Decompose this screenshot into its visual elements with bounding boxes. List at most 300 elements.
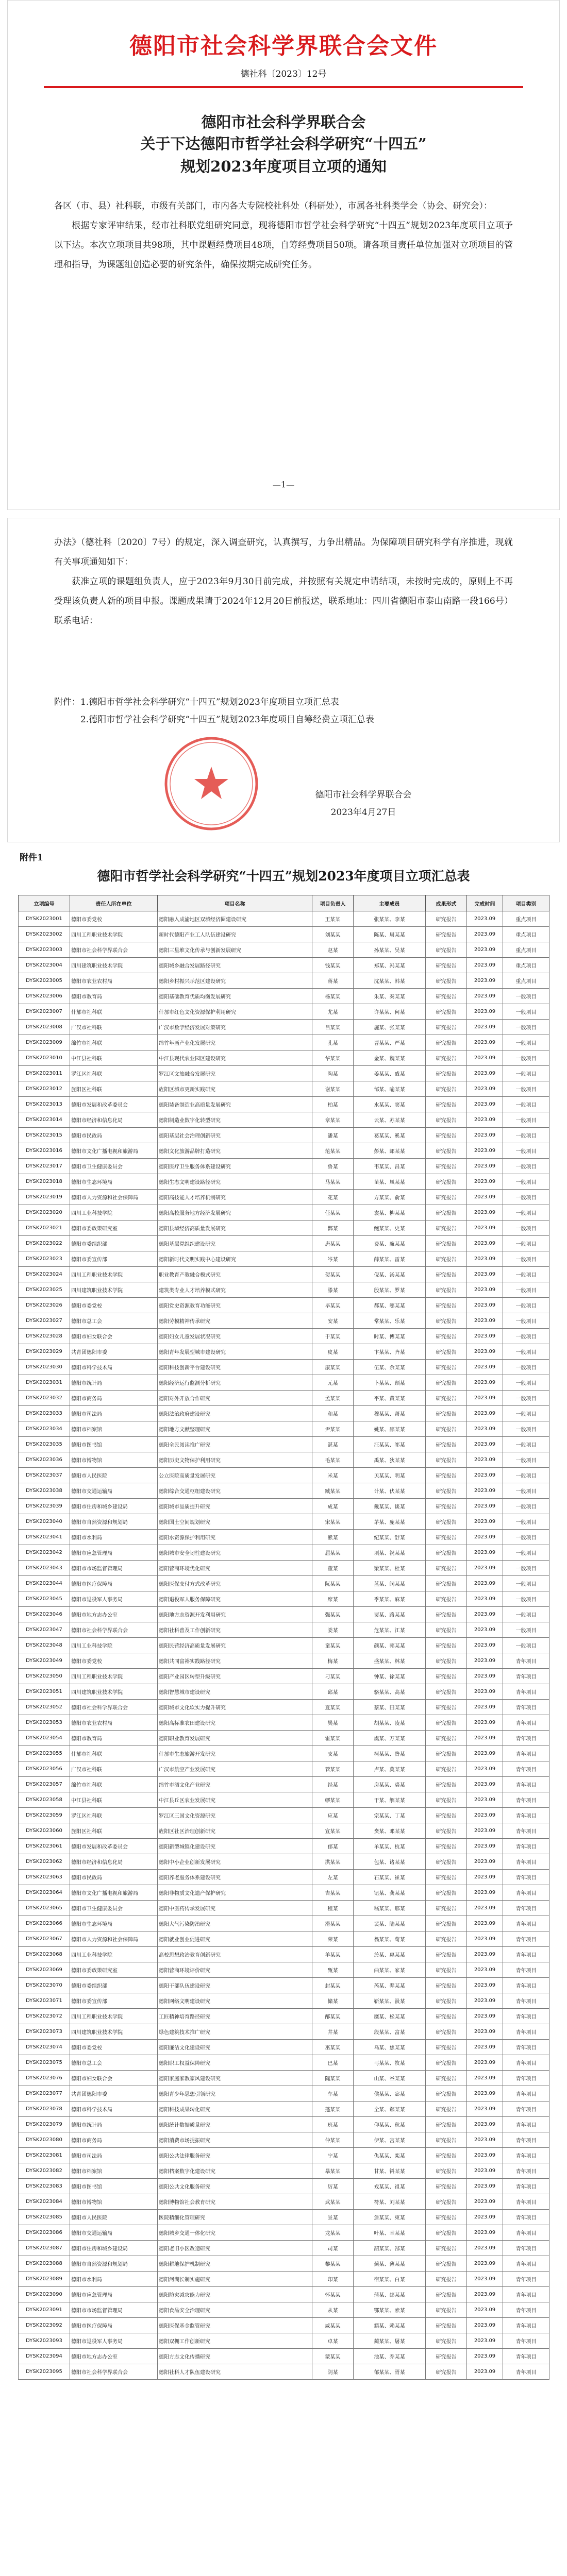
table-cell: 德阳生态文明建设路径研究 [158,1174,312,1190]
table-cell: 阮某某 [312,1576,354,1591]
table-cell: 怀某某 [312,2287,354,2302]
table-cell: DYSK2023083 [19,2179,70,2194]
table-cell: 青年项目 [503,1777,549,1792]
table-cell: 2023.09 [467,1839,503,1854]
table-cell: 青年项目 [503,1931,549,1947]
table-cell: 研究报告 [426,1112,467,1128]
table-cell: 储某 [312,1993,354,2009]
table-cell: 研究报告 [426,1205,467,1221]
table-cell: 德阳就业创业促进研究 [158,1931,312,1947]
table-cell: 糜某、松某某 [354,2009,426,2024]
table-cell: 一般项目 [503,1267,549,1282]
table-cell: 研究报告 [426,2132,467,2148]
table-cell: DYSK2023034 [19,1421,70,1437]
table-cell: 盛某某、林某 [354,1653,426,1669]
table-cell: 德阳市民政局 [70,1870,158,1885]
table-cell: 郁某某、胥某 [354,2364,426,2380]
table-cell: 包某、诸某某 [354,1854,426,1870]
table-cell: 德阳水资源保护利用研究 [158,1530,312,1545]
table-cell: 毕某某 [312,1298,354,1313]
table-cell: 一般项目 [503,1097,549,1112]
table-cell: 吕某某 [312,1020,354,1035]
table-cell: 宗某某、丁某 [354,1808,426,1823]
column-header: 责任人所在单位 [70,895,158,911]
table-cell: 骆某某、高某 [354,1684,426,1700]
table-cell: 德阳地方志资源开发利用研究 [158,1607,312,1622]
table-cell: 臧某某 [312,1483,354,1499]
table-cell: 一般项目 [503,1514,549,1530]
table-cell: 研究报告 [426,2349,467,2364]
table-cell: 四川工程职业技术学院 [70,1669,158,1684]
table-cell: 一般项目 [503,1452,549,1468]
table-cell: 邹某、喻某某 [354,1081,426,1097]
table-cell: 德阳市发展和改革委员会 [70,1097,158,1112]
table-cell: 德阳妇女儿童发展状况研究 [158,1329,312,1344]
table-cell: 缪某某 [312,1792,354,1808]
table-cell: 段某某、富某 [354,2024,426,2040]
table-cell: DYSK2023006 [19,989,70,1004]
table-cell: 2023.09 [467,1591,503,1607]
table-cell: 2023.09 [467,1715,503,1731]
table-cell: DYSK2023081 [19,2148,70,2163]
table-cell: DYSK2023079 [19,2117,70,2132]
table-cell: 2023.09 [467,1421,503,1437]
table-cell: 2023.09 [467,1128,503,1143]
table-cell: 研究报告 [426,1514,467,1530]
table-cell: 德阳市农业农村局 [70,1715,158,1731]
table-cell: 2023.09 [467,1313,503,1329]
table-cell: 贝某某、明某 [354,1468,426,1483]
table-cell: 青年项目 [503,1839,549,1854]
table-cell: 2023.09 [467,1978,503,1993]
table-cell: 德阳城市品质提升研究 [158,1499,312,1514]
table-cell: 研究报告 [426,1143,467,1159]
table-cell: 德阳养老服务体系建设研究 [158,1870,312,1885]
table-cell: 青年项目 [503,2318,549,2333]
table-cell: 青年项目 [503,2055,549,2071]
table-cell: 叶某、幸某某 [354,2225,426,2241]
project-table [18,895,549,2380]
table-cell: 2023.09 [467,1112,503,1128]
table-cell: DYSK2023075 [19,2055,70,2071]
table-row [19,1901,549,1916]
table-cell: 戎某某、祖某 [354,2179,426,2194]
table-cell: 黎某某 [312,2256,354,2272]
table-cell: 德阳劳模精神传承研究 [158,1313,312,1329]
table-cell: 青年项目 [503,2256,549,2272]
table-cell: DYSK2023023 [19,1251,70,1267]
table-cell: DYSK2023058 [19,1792,70,1808]
table-cell: 2023.09 [467,2102,503,2117]
table-cell: 鄂某某、索某 [354,2302,426,2318]
table-cell: 2023.09 [467,1468,503,1483]
table-cell: 德阳市农业农村局 [70,973,158,989]
table-cell: 重点项目 [503,927,549,942]
table-cell: DYSK2023044 [19,1576,70,1591]
table-cell: DYSK2023007 [19,1004,70,1020]
table-cell: 2023.09 [467,1298,503,1313]
table-cell: 德阳市委政策研究室 [70,1962,158,1978]
table-cell: 德阳市医疗保障局 [70,2318,158,2333]
table-cell: 2023.09 [467,1097,503,1112]
table-cell: 德阳全民阅读推广研究 [158,1437,312,1452]
table-cell: 德阳职业教育发展研究 [158,1731,312,1746]
table-cell: 研究报告 [426,2364,467,2380]
table-cell: DYSK2023055 [19,1746,70,1761]
table-row [19,1715,549,1731]
table-cell: 禹某、狄某某 [354,1452,426,1468]
table-cell: 一般项目 [503,1282,549,1298]
attachment-item: 附件：1.德阳市哲学社会科学研究“十四五”规划2023年度项目立项汇总表 [54,697,339,707]
table-cell: 厉某 [312,2179,354,2194]
table-body [19,911,549,2380]
table-cell: 一般项目 [503,1375,549,1391]
table-cell: 许某某、何某 [354,1004,426,1020]
table-cell: 刁某某 [312,1669,354,1684]
table-cell: 2023.09 [467,2055,503,2071]
table-cell: 研究报告 [426,2287,467,2302]
table-cell: 德阳对外开放合作研究 [158,1391,312,1406]
table-cell: 研究报告 [426,958,467,973]
table-cell: 印某 [312,2272,354,2287]
table-cell: 德阳市教育局 [70,1731,158,1746]
table-cell: 洪某某 [312,1854,354,1870]
table-cell: 一般项目 [503,1437,549,1452]
table-cell: 研究报告 [426,1978,467,1993]
table-cell: 德阳老旧小区改造研究 [158,2241,312,2256]
table-cell: 2023.09 [467,1329,503,1344]
table-cell: 绵竹市社科联 [70,1777,158,1792]
table-cell: 单某某、杭某 [354,1839,426,1854]
table-cell: 穆某某、萧某 [354,1406,426,1421]
table-cell: 2023.09 [467,1545,503,1561]
table-cell: 2023.09 [467,2210,503,2225]
table-cell: 蓟某、薄某某 [354,2256,426,2272]
table-cell: 青年项目 [503,1916,549,1931]
table-cell: 德阳医保支付方式改革研究 [158,1576,312,1591]
table-cell: 一般项目 [503,1236,549,1251]
table-cell: 潘某 [312,1128,354,1143]
table-cell: 研究报告 [426,1530,467,1545]
table-cell: 德阳消费市场提振研究 [158,2132,312,2148]
table-cell: 研究报告 [426,2333,467,2349]
table-cell: DYSK2023057 [19,1777,70,1792]
table-cell: 蒙某某 [312,2349,354,2364]
table-cell: 酆某 [312,1221,354,1236]
table-row [19,2132,549,2148]
table-cell: 2023.09 [467,1607,503,1622]
table-cell: 茅某、庞某某 [354,1514,426,1530]
table-cell: 德阳基础教育优质均衡发展研究 [158,989,312,1004]
table-row [19,1622,549,1638]
table-cell: 德阳市委党校 [70,1298,158,1313]
table-cell: 乌某、焦某某 [354,2040,426,2055]
table-cell: 青年项目 [503,2272,549,2287]
table-cell: 元某 [312,1375,354,1391]
table-cell: 纪某某、舒某 [354,1530,426,1545]
table-cell: 2023.09 [467,1700,503,1715]
table-row [19,1329,549,1344]
table-cell: 一般项目 [503,1205,549,1221]
table-cell: 研究报告 [426,1421,467,1437]
table-cell: 青年项目 [503,2333,549,2349]
table-cell: DYSK2023045 [19,1591,70,1607]
table-cell: 2023.09 [467,1870,503,1885]
table-cell: DYSK2023024 [19,1267,70,1282]
table-cell: 2023.09 [467,2024,503,2040]
table-cell: 2023.09 [467,1391,503,1406]
table-cell: 2023.09 [467,1514,503,1530]
table-cell: 滕某 [312,1282,354,1298]
table-cell: 2023.09 [467,2272,503,2287]
attachment-list [54,693,513,728]
table-cell: 一般项目 [503,1020,549,1035]
table-cell: 青年项目 [503,1885,549,1901]
table-cell: 研究报告 [426,2210,467,2225]
table-cell: 石某某、崔某 [354,1870,426,1885]
table-row [19,1375,549,1391]
table-cell: DYSK2023094 [19,2349,70,2364]
table-cell: 韦某某、昌某 [354,1159,426,1174]
table-cell: 德阳市委党校 [70,911,158,927]
table-cell: 德阳市委组织部 [70,1978,158,1993]
table-cell: 青年项目 [503,1823,549,1839]
table-row [19,1128,549,1143]
table-cell: 一般项目 [503,1251,549,1267]
table-row [19,2364,549,2380]
table-cell: 薛某某、雷某 [354,1251,426,1267]
table-cell: 研究报告 [426,1607,467,1622]
table-cell: 2023.09 [467,1360,503,1375]
table-cell: 卞某某、齐某 [354,1344,426,1360]
table-cell: 德阳市档案馆 [70,2163,158,2179]
table-cell: DYSK2023008 [19,1020,70,1035]
table-cell: 青年项目 [503,1901,549,1916]
table-cell: 一般项目 [503,1004,549,1020]
table-cell: DYSK2023015 [19,1128,70,1143]
table-cell: DYSK2023013 [19,1097,70,1112]
table-cell: 咸某某 [312,2318,354,2333]
table-cell: 2023.09 [467,1638,503,1653]
table-cell: 德阳高校服务地方经济发展研究 [158,1205,312,1221]
table-cell: 德阳城乡融合发展路径研究 [158,958,312,973]
table-row [19,1916,549,1931]
table-cell: 青年项目 [503,1870,549,1885]
table-cell: 研究报告 [426,1870,467,1885]
table-cell: 孙某某、吴某 [354,942,426,958]
table-cell: 蔡某、田某某 [354,1700,426,1715]
table-cell: 青年项目 [503,2117,549,2132]
table-cell: 德阳市委党校 [70,2040,158,2055]
table-cell: 研究报告 [426,1375,467,1391]
table-cell: 旌阳区社科联 [70,1823,158,1839]
table-cell: 中江县现代农业园区建设研究 [158,1050,312,1066]
table-cell: 研究报告 [426,1916,467,1931]
table-cell: 四川工程职业技术学院 [70,927,158,942]
table-cell: 绿色建筑技术推广研究 [158,2024,312,2040]
table-cell: 2023.09 [467,2117,503,2132]
table-cell: 研究报告 [426,1761,467,1777]
table-cell: DYSK2023036 [19,1452,70,1468]
table-cell: 2023.09 [467,2009,503,2024]
table-cell: 德阳退役军人服务保障研究 [158,1591,312,1607]
table-row [19,1112,549,1128]
table-cell: 一般项目 [503,1360,549,1375]
table-row [19,1066,549,1081]
table-cell: 研究报告 [426,2102,467,2117]
table-cell: 研究报告 [426,1808,467,1823]
table-cell: 德阳营商环境优化研究 [158,1561,312,1576]
table-cell: 2023.09 [467,1236,503,1251]
title-line-1: 关于下达德阳市哲学社会科学研究“十四五” [140,135,427,152]
table-row [19,1344,549,1360]
table-cell: 德阳市交通运输局 [70,1483,158,1499]
table-cell: 尤某 [312,1004,354,1020]
annex-label: 附件1 [20,853,43,863]
column-header: 主要成员 [354,895,426,911]
table-cell: 符某、刘某某 [354,2194,426,2210]
table-cell: 研究报告 [426,1344,467,1360]
table-cell: 2023.09 [467,2333,503,2349]
table-cell: DYSK2023004 [19,958,70,973]
table-cell: DYSK2023025 [19,1282,70,1298]
table-cell: 研究报告 [426,1591,467,1607]
table-cell: 娄某 [312,1622,354,1638]
table-cell: 重点项目 [503,958,549,973]
table-cell: 德阳市档案馆 [70,1421,158,1437]
table-row [19,2024,549,2040]
table-cell: 青年项目 [503,2194,549,2210]
table-cell: 研究报告 [426,1746,467,1761]
table-cell: 德阳家庭家教家风建设研究 [158,2071,312,2086]
table-cell: 研究报告 [426,2117,467,2132]
table-cell: 四川建筑职业技术学院 [70,2024,158,2040]
table-cell: 2023.09 [467,1050,503,1066]
table-cell: 湛某 [312,1437,354,1452]
table-cell: 一般项目 [503,989,549,1004]
table-cell: 程某 [312,1901,354,1916]
body-paragraph: 根据专家评审结果，经市社科联党组研究同意，现将德阳市哲学社会科学研究“十四五”规划2023年度项目立项予以下达。本次立项项目共98项，其中课题经费项目48项，自筹经费项目50项。请各项目责任单位加强对立项项目的管理和指导，为课题组创造必要的研究条件，确保按期完成研究任务。 [54,221,513,270]
table-cell: 德阳新型城镇化建设研究 [158,1839,312,1854]
table-cell: 2023.09 [467,2318,503,2333]
table-cell: 一般项目 [503,1421,549,1437]
table-cell: 研究报告 [426,1622,467,1638]
table-row [19,2040,549,2055]
table-cell: 伊某、宫某某 [354,2132,426,2148]
table-cell: 袁某、柳某某 [354,1205,426,1221]
table-cell: 沈某某、韩某 [354,973,426,989]
table-cell: 德阳市社会科学界联合会 [70,2364,158,2380]
table-row [19,1962,549,1978]
table-cell: DYSK2023051 [19,1684,70,1700]
table-cell: 2023.09 [467,1375,503,1391]
table-cell: 一般项目 [503,1112,549,1128]
table-cell: 苗某、凤某某 [354,1174,426,1190]
table-cell: DYSK2023065 [19,1901,70,1916]
table-cell: DYSK2023093 [19,2333,70,2349]
table-cell: 公立医院高质量发展研究 [158,1468,312,1483]
table-cell: 研究报告 [426,1561,467,1576]
table-cell: 罗江区社科联 [70,1808,158,1823]
table-cell: 德阳市委宣传部 [70,1251,158,1267]
table-cell: 德阳大气污染防治研究 [158,1916,312,1931]
table-cell: 研究报告 [426,1221,467,1236]
table-row [19,2102,549,2117]
table-cell: 德阳中医药传承发展研究 [158,1901,312,1916]
table-cell: 德阳网络文明建设研究 [158,1993,312,2009]
table-cell: 项某、祝某某 [354,1545,426,1561]
table-cell: 共青团德阳市委 [70,1344,158,1360]
signoff [286,786,441,821]
table-cell: 德阳社科人才队伍建设研究 [158,2364,312,2380]
table-cell: 计某、伏某某 [354,1483,426,1499]
table-cell: 德阳市社会科学界联合会 [70,1700,158,1715]
table-cell: 青年项目 [503,1746,549,1761]
table-cell: 2023.09 [467,2287,503,2302]
table-cell: 2023.09 [467,1437,503,1452]
table-cell: 德阳市生态环境局 [70,1174,158,1190]
table-cell: 研究报告 [426,2318,467,2333]
table-cell: 研究报告 [426,1452,467,1468]
table-cell: 华某某 [312,1050,354,1066]
table-cell: 德阳市委政策研究室 [70,1221,158,1236]
table-cell: 德阳市经济和信息化局 [70,1112,158,1128]
table-cell: 德阳市总工会 [70,2055,158,2071]
table-cell: DYSK2023041 [19,1530,70,1545]
table-cell: DYSK2023073 [19,2024,70,2040]
table-cell: 旌阳区社区治理创新研究 [158,1823,312,1839]
table-cell: 研究报告 [426,1313,467,1329]
table-cell: 青年项目 [503,1947,549,1962]
column-header: 项目类别 [503,895,549,911]
table-cell: 戴某某、谈某 [354,1499,426,1514]
table-cell: 德阳青年发展型城市建设研究 [158,1344,312,1360]
signoff-org: 德阳市社会科学界联合会 [315,790,412,800]
second-page [7,518,560,842]
table-row [19,1020,549,1035]
table-cell: 2023.09 [467,1205,503,1221]
table-cell: 伍某、余某某 [354,1360,426,1375]
table-cell: 德阳医疗卫生服务体系建设研究 [158,1159,312,1174]
table-cell: 平某、黄某某 [354,1391,426,1406]
table-cell: 德阳档案数字化建设研究 [158,2163,312,2179]
table-row [19,1483,549,1499]
table-cell: 德阳市司法局 [70,2148,158,2163]
table-cell: 邴某某 [312,2009,354,2024]
table-cell: 倪某、汤某某 [354,1267,426,1282]
table-cell: 德阳市科学技术局 [70,1360,158,1375]
table-row [19,1561,549,1576]
table-cell: 德阳市教育局 [70,989,158,1004]
table-row [19,1607,549,1622]
table-cell: 研究报告 [426,1251,467,1267]
table-cell: 嵇某某、邢某 [354,1901,426,1916]
table-cell: 章某某 [312,1112,354,1128]
table-cell: DYSK2023005 [19,973,70,989]
table-cell: 研究报告 [426,911,467,927]
table-row [19,1004,549,1020]
table-row [19,1081,549,1097]
table-cell: 职业教育产教融合模式研究 [158,1267,312,1282]
table-cell: 青年项目 [503,2349,549,2364]
table-cell: 童某某 [312,1638,354,1653]
table-cell: 德阳市社会科学界联合会 [70,942,158,958]
table-cell: 钱某某 [312,958,354,973]
table-cell: 德阳市生态环境局 [70,1916,158,1931]
table-cell: DYSK2023054 [19,1731,70,1746]
table-row [19,1205,549,1221]
table-cell: 2023.09 [467,1777,503,1792]
